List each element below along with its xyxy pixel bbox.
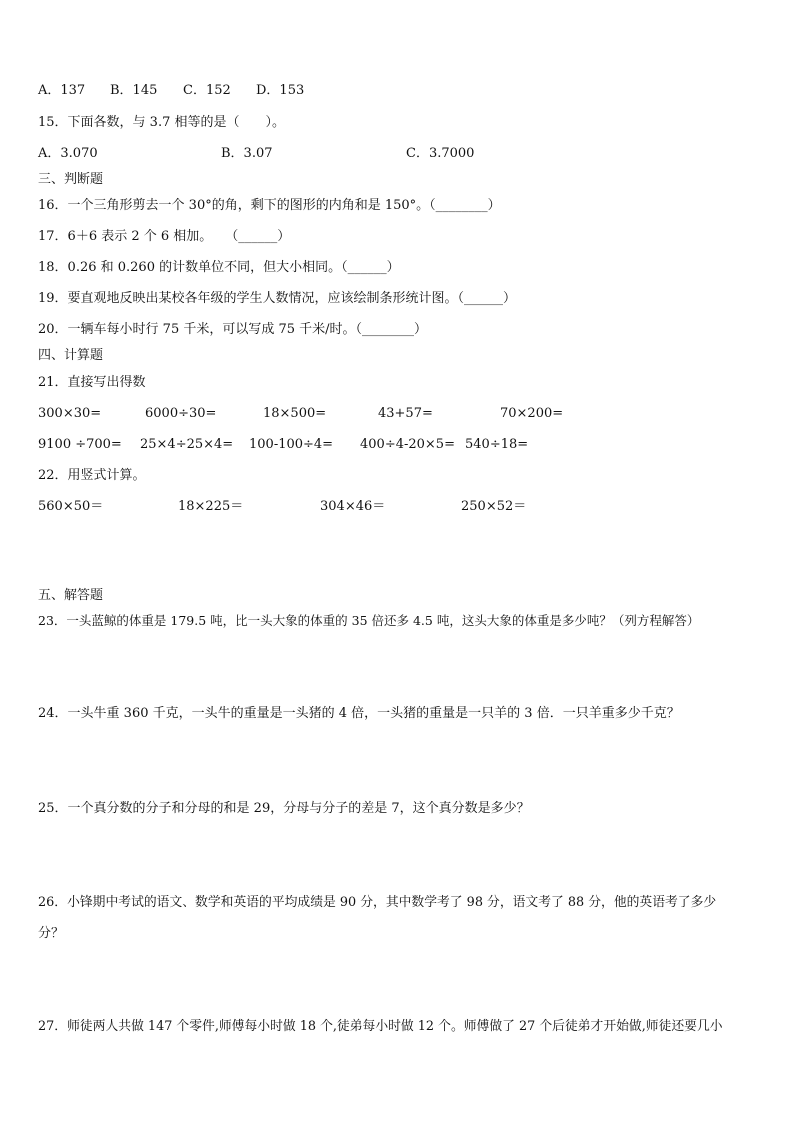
question-22-stem: 22．用竖式计算。	[38, 468, 146, 483]
calc-item: 6000÷30=	[145, 406, 217, 421]
vertical-calc-item: 250×52＝	[461, 499, 527, 514]
calc-item: 18×500=	[263, 406, 327, 421]
question-24: 24．一头牛重 360 千克，一头牛的重量是一头猪的 4 倍，一头猪的重量是一只羊的 3 倍．一只羊重多少千克？	[38, 706, 680, 721]
q15-option-b: B．3.07	[221, 146, 273, 161]
question-26-line1: 26．小锋期中考试的语文、数学和英语的平均成绩是 90 分，其中数学考了 98 分，语文考了 88 分，他的英语考了多少	[38, 895, 717, 910]
q14-option-b: B．145	[110, 83, 158, 98]
calc-item: 25×4÷25×4=	[140, 437, 234, 452]
q14-option-c: C．152	[183, 83, 231, 98]
question-19: 19．要直观地反映出某校各年级的学生人数情况，应该绘制条形统计图。（______）	[38, 291, 517, 306]
vertical-calc-item: 560×50＝	[38, 499, 104, 514]
calc-item: 540÷18=	[465, 437, 529, 452]
question-26-line2: 分？	[38, 926, 65, 941]
question-17: 17．6＋6 表示 2 个 6 相加。 （______）	[38, 229, 291, 244]
question-25: 25．一个真分数的分子和分母的和是 29，分母与分子的差是 7，这个真分数是多少？	[38, 801, 530, 816]
section-heading-judge: 三、判断题	[38, 172, 104, 187]
question-20: 20．一辆车每小时行 75 千米，可以写成 75 千米/时。（________）	[38, 322, 428, 337]
q15-option-a: A．3.070	[38, 146, 98, 161]
question-18: 18．0.26 和 0.260 的计数单位不同，但大小相同。（______）	[38, 260, 400, 275]
section-heading-calc: 四、计算题	[38, 348, 104, 363]
q15-stem: 15．下面各数，与 3.7 相等的是（ ）。	[38, 115, 285, 130]
question-23: 23．一头蓝鲸的体重是 179.5 吨，比一头大象的体重的 35 倍还多 4.5 吨，这头大象的体重是多少吨？（列方程解答）	[38, 613, 700, 628]
calc-item: 43+57=	[378, 406, 433, 421]
question-21-stem: 21．直接写出得数	[38, 375, 146, 390]
calc-item: 9100 ÷700=	[38, 437, 122, 452]
question-27: 27．师徒两人共做 147 个零件,师傅每小时做 18 个,徒弟每小时做 12 个。师傅做了 27 个后徒弟才开始做,师徒还要几小	[38, 1019, 723, 1034]
calc-item: 300×30=	[38, 406, 102, 421]
question-16: 16．一个三角形剪去一个 30°的角，剩下的图形的内角和是 150°。（________）	[38, 198, 501, 213]
calc-item: 100-100÷4=	[249, 437, 334, 452]
q14-option-a: A．137	[38, 83, 86, 98]
calc-item: 400÷4-20×5=	[360, 437, 455, 452]
vertical-calc-item: 18×225＝	[178, 499, 244, 514]
q15-option-c: C．3.7000	[406, 146, 475, 161]
vertical-calc-item: 304×46＝	[320, 499, 386, 514]
calc-item: 70×200=	[500, 406, 564, 421]
q14-option-d: D．153	[256, 83, 305, 98]
section-heading-solve: 五、解答题	[38, 588, 104, 603]
